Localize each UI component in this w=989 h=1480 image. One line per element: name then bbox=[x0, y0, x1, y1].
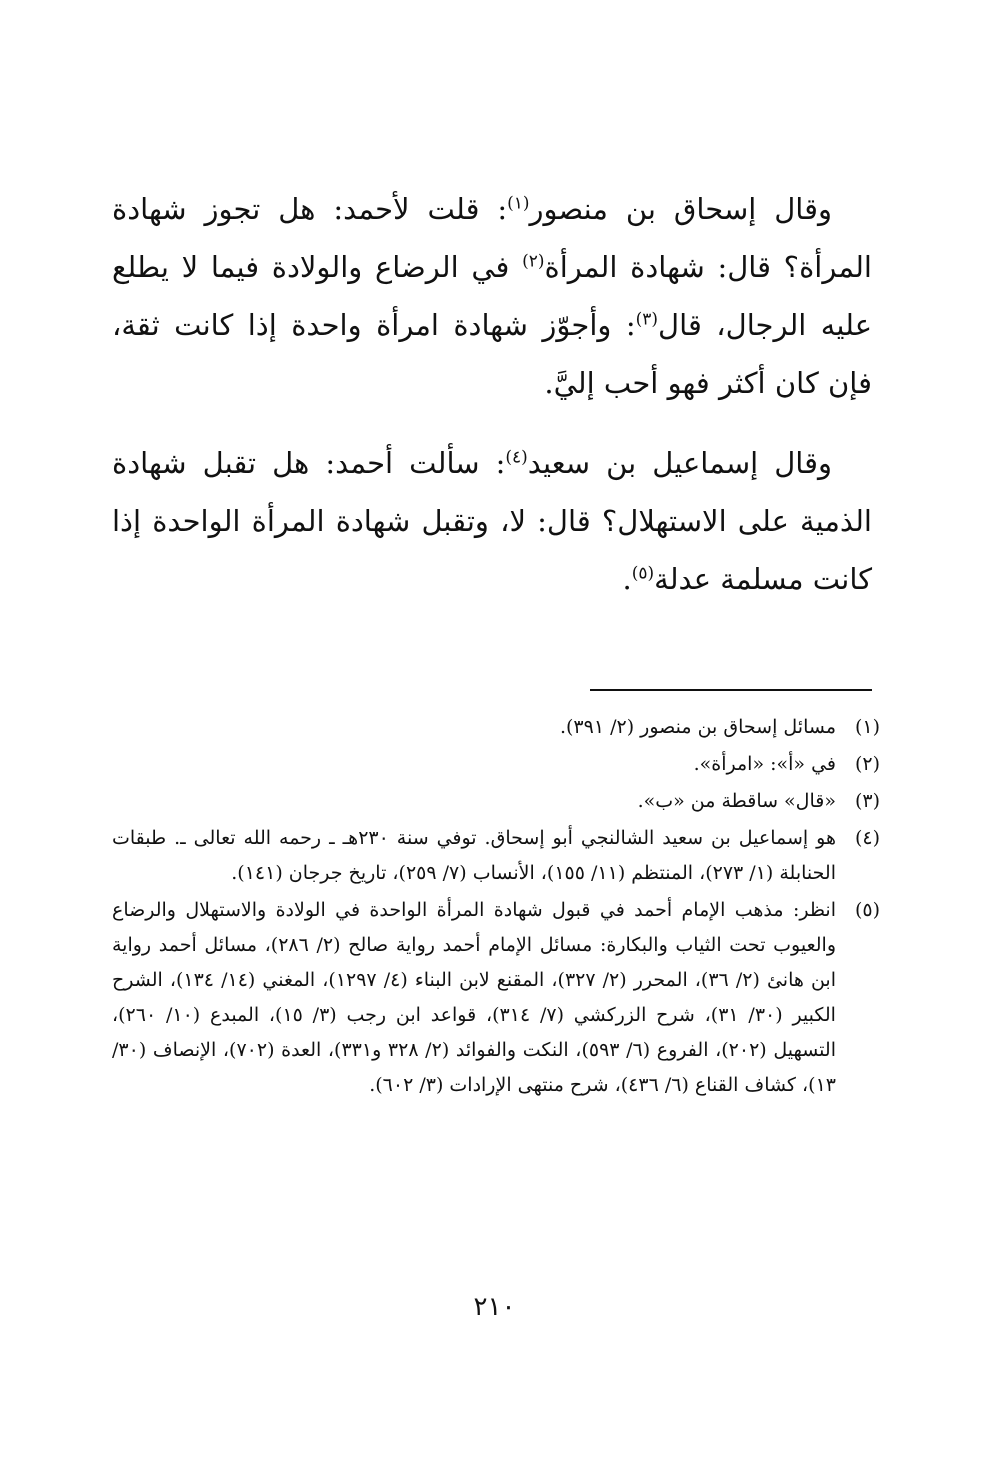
footnote-text: انظر: مذهب الإمام أحمد في قبول شهادة المرأة الواحدة في الولادة والاستهلال والرضاع والعيوب تحت الثياب والبكارة: مسائل الإمام أحمد رواية صالح (٢/ ٢٨٦)، مسائل أحمد رواية ابن هانئ (٢/ ٣٦)، المحرر (٢/ ٣٢٧)، المقنع لابن البناء (٤/ ١٢٩٧)، المغني (١٤/ ١٣٤)، الشرح الكبير (٣٠/ ٣١)، شرح الزركشي (٧/ ٣١٤)، قواعد ابن رجب (٣/ ١٥)، المبدع (١٠/ ٢٦٠)، التسهيل (٢٠٢)، الفروع (٦/ ٥٩٣)، النكت والفوائد (٢/ ٣٢٨ و٣٣١)، العدة (٧٠٢)، الإنصاف (٣٠/ ١٣)، كشاف القناع (٦/ ٤٣٦)، شرح منتهى الإرادات (٣/ ٦٠٢). bbox=[112, 899, 836, 1096]
footnote-number: (٣) bbox=[854, 790, 880, 812]
footnote-number: (١) bbox=[854, 716, 880, 738]
footnotes bbox=[112, 710, 880, 1105]
main-text bbox=[112, 180, 872, 608]
footnote-2 bbox=[112, 747, 880, 782]
footnote-number: (٥) bbox=[854, 899, 880, 921]
footnote-number: (٢) bbox=[854, 753, 880, 775]
paragraph-2-text-1: وقال إسماعيل بن سعيد bbox=[527, 446, 833, 480]
footnote-number: (٤) bbox=[854, 827, 880, 849]
paragraph-2 bbox=[112, 434, 872, 608]
footnote-5 bbox=[112, 893, 880, 1103]
footnote-ref-5: (٥) bbox=[631, 563, 655, 584]
footnote-4 bbox=[112, 821, 880, 891]
footnote-ref-2: (٢) bbox=[522, 251, 545, 272]
paragraph-1-text-3: في الرضاع والولادة فيما لا يطلع عليه الرجال، قال bbox=[112, 250, 873, 342]
paragraph-2-text-3: . bbox=[622, 562, 632, 596]
paragraph-1-text-2: : قلت لأحمد: هل تجوز شهادة المرأة؟ قال: شهادة المرأة bbox=[112, 192, 872, 284]
footnote-3 bbox=[112, 784, 880, 819]
footnote-ref-3: (٣) bbox=[635, 309, 659, 330]
paragraph-1 bbox=[112, 180, 872, 412]
paragraph-2-text-2: : سألت أحمد: هل تقبل شهادة الذمية على الاستهلال؟ قال: لا، وتقبل شهادة المرأة الواحدة إذا كانت مسلمة عدلة bbox=[112, 446, 872, 596]
paragraph-1-text-1: وقال إسحاق بن منصور bbox=[529, 192, 832, 226]
footnote-text: في «أ»: «امرأة». bbox=[693, 753, 836, 775]
page-number: ٢١٠ bbox=[473, 1292, 516, 1322]
footnote-separator bbox=[590, 689, 872, 691]
footnote-ref-4: (٤) bbox=[505, 447, 528, 468]
paragraph-1-text-4: : وأجوّز شهادة امرأة واحدة إذا كانت ثقة، فإن كان أكثر فهو أحب إليَّ. bbox=[112, 308, 872, 400]
footnote-text: هو إسماعيل بن سعيد الشالنجي أبو إسحاق. توفي سنة ٢٣٠هـ ـ رحمه الله تعالى ـ. طبقات الحنابلة (١/ ٢٧٣)، المنتظم (١١/ ١٥٥)، الأنساب (٧/ ٢٥٩)، تاريخ جرجان (١٤١). bbox=[112, 827, 836, 884]
footnote-text: مسائل إسحاق بن منصور (٢/ ٣٩١). bbox=[559, 716, 836, 738]
footnote-1 bbox=[112, 710, 880, 745]
footnote-ref-1: (١) bbox=[507, 193, 530, 214]
footnote-text: «قال» ساقطة من «ب». bbox=[637, 790, 836, 812]
